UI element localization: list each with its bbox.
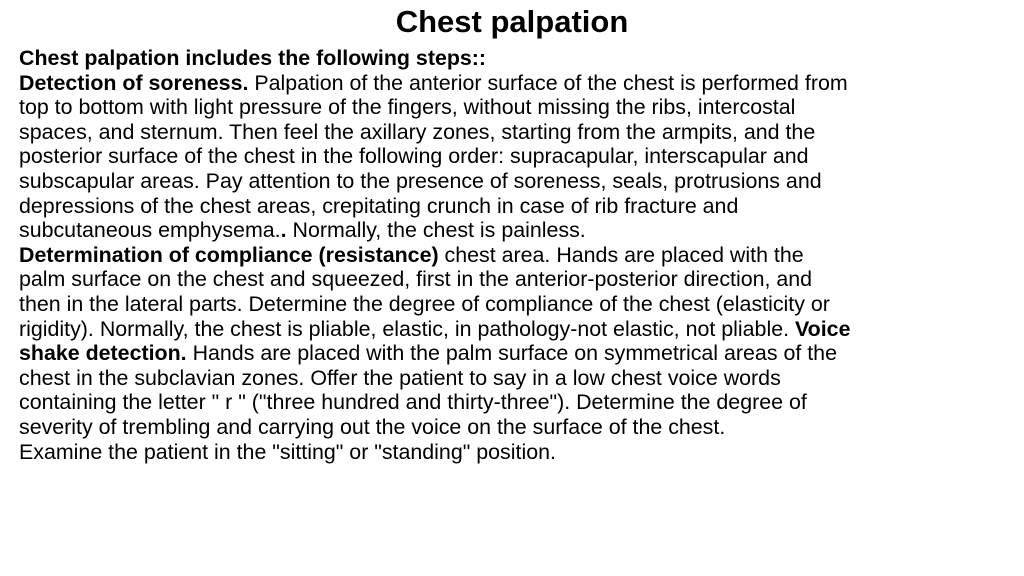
compliance-line-1	[19, 243, 1014, 268]
compliance-text-1: chest area. Hands are placed with the	[438, 242, 804, 267]
slide-title: Chest palpation	[395, 4, 629, 39]
soreness-line-5: subscapular areas. Pay attention to the presence of soreness, seals, protrusions and	[19, 168, 822, 193]
voice-line-3: containing the letter " r " ("three hundred and thirty-three"). Determine the degree of	[19, 390, 807, 415]
soreness-bold-period: .	[280, 218, 287, 243]
compliance-line-3: then in the lateral parts. Determine the degree of compliance of the chest (elasticity or	[19, 291, 830, 316]
soreness-line-2: top to bottom with light pressure of the fingers, without missing the ribs, intercostal	[19, 95, 796, 120]
compliance-line-4	[19, 317, 1014, 342]
soreness-text-1: Palpation of the anterior surface of the chest is performed from	[254, 70, 848, 95]
intro-text: Chest palpation includes the following steps::	[19, 46, 487, 70]
soreness-line-1	[19, 71, 1014, 96]
voice-line-4: severity of trembling and carrying out the voice on the surface of the chest.	[19, 414, 726, 439]
voice-heading-part1: Voice	[794, 316, 851, 341]
soreness-line-7	[19, 218, 1014, 243]
soreness-line-6: depressions of the chest areas, crepitating crunch in case of rib fracture and	[19, 193, 739, 218]
compliance-heading: Determination of compliance (resistance)	[19, 242, 439, 267]
voice-heading-part2: shake detection.	[19, 341, 187, 366]
slide-body	[19, 46, 1014, 464]
soreness-line-3: spaces, and sternum. Then feel the axillary zones, starting from the armpits, and the	[19, 119, 816, 144]
closing-line: Examine the patient in the "sitting" or "standing" position.	[19, 439, 556, 464]
voice-line-1	[19, 341, 1014, 366]
soreness-line-4: posterior surface of the chest in the following order: supracapular, interscapular and	[19, 144, 809, 169]
soreness-closing: Normally, the chest is painless.	[286, 218, 586, 243]
intro-line	[19, 46, 1014, 71]
compliance-line-2: palm surface on the chest and squeezed, first in the anterior-posterior direction, and	[19, 267, 813, 292]
compliance-text-4: rigidity). Normally, the chest is pliable, elastic, in pathology-not elastic, not pliable.	[19, 316, 795, 341]
soreness-heading: Detection of soreness.	[19, 70, 249, 95]
voice-line-2: chest in the subclavian zones. Offer the patient to say in a low chest voice words	[19, 365, 781, 390]
voice-text-1: Hands are placed with the palm surface on symmetrical areas of the	[186, 341, 837, 366]
soreness-text-7: subcutaneous emphysema.	[19, 218, 281, 243]
